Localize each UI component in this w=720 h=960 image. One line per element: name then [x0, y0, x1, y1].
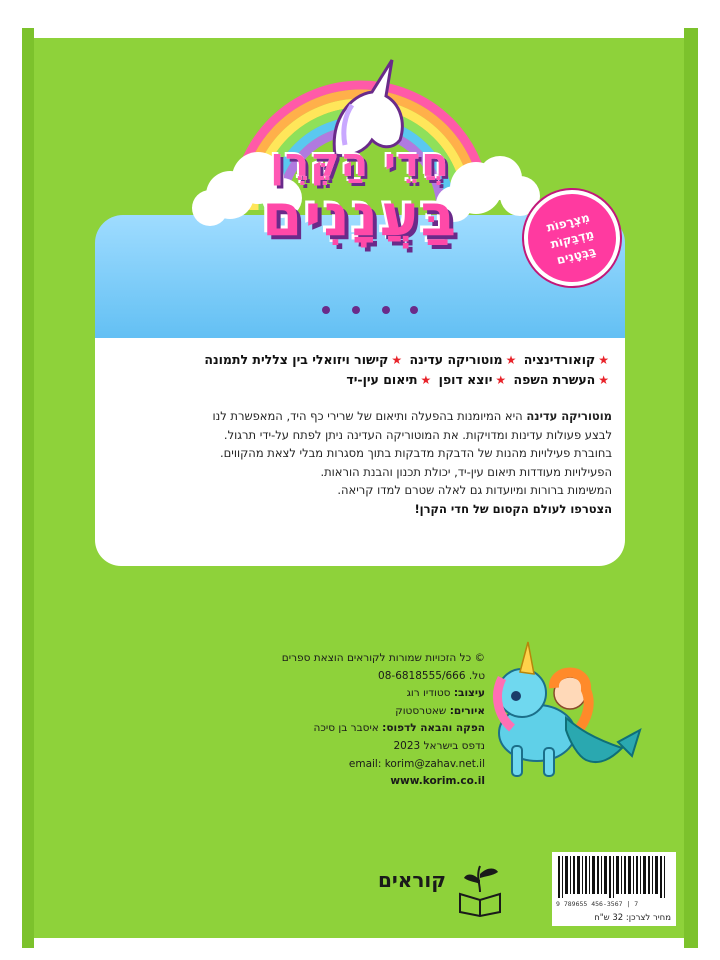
illustration-credit: איורים: שאטרסטוק: [395, 704, 485, 717]
feature-list: [112, 350, 612, 390]
publisher-name: קוראים: [377, 868, 446, 892]
feature-item: קישור ויזואלי בין צללית לתמונה: [204, 352, 389, 367]
book-title: [205, 140, 515, 249]
badge-line-2: מַדְבֵּקוֹת: [549, 226, 596, 252]
book-tree-icon: [450, 858, 510, 918]
feature-row-1: [112, 350, 612, 370]
description-text: היא המיומנות בהפעלה ותיאום של שרירי כף היד, המאפשרת לנו: [212, 409, 523, 423]
call-to-action: הצטרפו לעולם הקסום של חדי הקרן!: [414, 501, 612, 516]
badge-line-3: בַּבְּטָנִים: [555, 243, 598, 268]
star-icon: ★: [495, 373, 507, 387]
production-credit: הפקה והבאה לדפוס: איסבר בן סיכה: [313, 722, 485, 735]
star-icon: ★: [420, 373, 432, 387]
credits: [255, 650, 485, 791]
feature-item: יוצא דופן: [438, 372, 493, 387]
description: [112, 407, 612, 518]
isbn-number: 9 789655 456-3567 | 7: [556, 900, 639, 908]
star-icon: ★: [598, 373, 609, 387]
title-line-1: חֲדֵי הַקֶּרֶן: [270, 140, 450, 186]
price-label: מחיר לצרכן: 32 ש"ח: [594, 913, 671, 923]
description-line: בחוברת פעילויות מהנות של הדבקת מדבקות בתוך מסגרות מבלי לצאת מהקווים.: [220, 446, 612, 460]
feature-row-2: [112, 370, 612, 390]
description-label: מוטוריקה עדינה: [526, 409, 612, 423]
barcode-label: [552, 852, 676, 926]
star-icon: ★: [391, 353, 403, 367]
description-line: [112, 407, 612, 426]
star-icon: ★: [598, 353, 609, 367]
printed-in: נדפס בישראל 2023: [393, 739, 485, 752]
website-url: www.korim.co.il: [390, 775, 485, 788]
rights-notice: © כל הזכויות שמורות לקוראים הוצאת ספרים: [281, 652, 485, 664]
barcode: [556, 856, 672, 898]
title-line-2: בַּעֲנָנִים: [262, 181, 458, 249]
feature-item: העשרת השפה: [513, 372, 596, 387]
description-line: הפעילויות מעודדות תיאום עין-יד, יכולת תכנון והבנת הוראות.: [320, 464, 612, 479]
badge-line-1: מִצְרָפוֹת: [545, 210, 592, 235]
star-icon: ★: [505, 353, 517, 367]
phone-number: טל. 08-6818555/666: [378, 669, 485, 682]
title-decoration-dots: [310, 300, 430, 320]
description-line: המשימות ברורות ומיועדות גם לאלה שטרם למדו קריאה.: [337, 483, 612, 497]
feature-item: קואורדינציה: [523, 352, 596, 367]
design-credit: עיצוב: סטודיו רוג: [406, 687, 485, 700]
feature-item: תיאום עין-יד: [346, 372, 418, 387]
description-line: לבצע פעולות עדינות ומדויקות. את המוטוריקה העדינה ניתן לפתח על-ידי תרגול.: [223, 427, 612, 442]
publisher-logo: [300, 858, 510, 918]
feature-item: מוטוריקה עדינה: [409, 352, 503, 367]
email-address: email: korim@zahav.net.il: [348, 757, 485, 770]
unicorn-mermaid-illustration: [482, 638, 642, 788]
